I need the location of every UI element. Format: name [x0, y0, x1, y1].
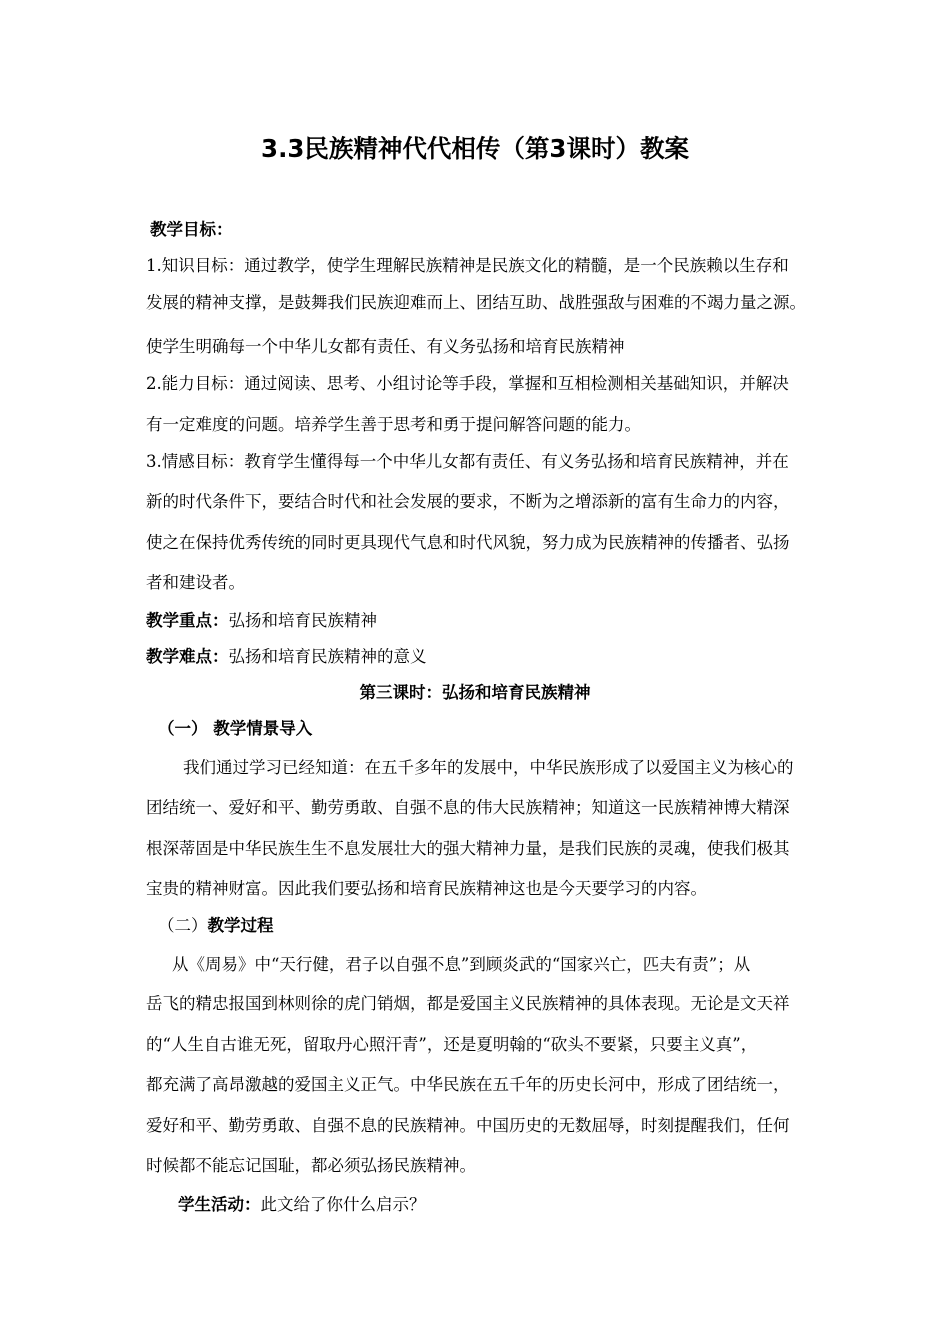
section1-line: 我们通过学习已经知道：在五千多年的发展中，中华民族形成了以爱国主义为核心的	[183, 758, 794, 777]
goal-line: 3.情感目标：教育学生懂得每一个中华儿女都有责任、有义务弘扬和培育民族精神，并在	[146, 452, 789, 471]
key-point-text: 弘扬和培育民族精神	[228, 611, 377, 630]
section1-line: 团结统一、爱好和平、勤劳勇敢、自强不息的伟大民族精神；知道这一民族精神博大精深	[146, 798, 790, 817]
section2-line: 岳飞的精忠报国到林则徐的虎门销烟，都是爱国主义民族精神的具体表现。无论是文天祥	[146, 994, 790, 1013]
difficult-point-text: 弘扬和培育民族精神的意义	[228, 647, 427, 666]
section2-line: 的“人生自古谁无死，留取丹心照汗青”，还是夏明翰的“砍头不要紧，只要主义真”，	[146, 1035, 758, 1054]
section2-heading-text: 教学过程	[207, 916, 274, 935]
student-activity-label: 学生活动：	[178, 1195, 261, 1214]
section1-heading: （一） 教学情景导入	[158, 719, 313, 738]
section2-line: 爱好和平、勤劳勇敢、自强不息的民族精神。中国历史的无数屈辱，时刻提醒我们，任何	[146, 1116, 790, 1135]
goal-line: 发展的精神支撑，是鼓舞我们民族迎难而上、团结互助、战胜强敌与困难的不竭力量之源。	[146, 293, 806, 312]
page-title: 3.3民族精神代代相传（第3课时）教案	[261, 134, 689, 163]
goal-line: 者和建设者。	[146, 573, 245, 592]
goal-line: 新的时代条件下，要结合时代和社会发展的要求，不断为之增添新的富有生命力的内容，	[146, 492, 790, 511]
difficult-point-label: 教学难点：	[146, 647, 229, 666]
student-activity	[178, 1194, 426, 1216]
goal-line: 2.能力目标：通过阅读、思考、小组讨论等手段，掌握和互相检测相关基础知识，并解决	[146, 374, 789, 393]
difficult-point	[146, 646, 427, 668]
section1-line: 根深蒂固是中华民族生生不息发展壮大的强大精神力量，是我们民族的灵魂，使我们极其	[146, 839, 790, 858]
section2-heading	[158, 915, 274, 937]
lesson-heading: 第三课时：弘扬和培育民族精神	[359, 683, 591, 702]
section2-line: 从《周易》中“天行健，君子以自强不息”到顾炎武的“国家兴亡，匹夫有责”；从	[172, 955, 751, 974]
goal-line: 1.知识目标：通过教学，使学生理解民族精神是民族文化的精髓，是一个民族赖以生存和	[146, 256, 789, 275]
key-point	[146, 610, 377, 632]
goals-heading: 教学目标：	[150, 220, 233, 239]
key-point-label: 教学重点：	[146, 611, 229, 630]
goal-line: 使学生明确每一个中华儿女都有责任、有义务弘扬和培育民族精神	[146, 337, 625, 356]
section2-line: 都充满了高昂激越的爱国主义正气。中华民族在五千年的历史长河中，形成了团结统一，	[146, 1075, 790, 1094]
goal-line: 使之在保持优秀传统的同时更具现代气息和时代风貌，努力成为民族精神的传播者、弘扬	[146, 533, 790, 552]
section2-heading-prefix: （二）	[158, 916, 208, 935]
section2-line: 时候都不能忘记国耻，都必须弘扬民族精神。	[146, 1156, 476, 1175]
student-activity-text: 此文给了你什么启示？	[260, 1195, 426, 1214]
goal-line: 有一定难度的问题。培养学生善于思考和勇于提问解答问题的能力。	[146, 415, 641, 434]
section1-line: 宝贵的精神财富。因此我们要弘扬和培育民族精神这也是今天要学习的内容。	[146, 879, 707, 898]
